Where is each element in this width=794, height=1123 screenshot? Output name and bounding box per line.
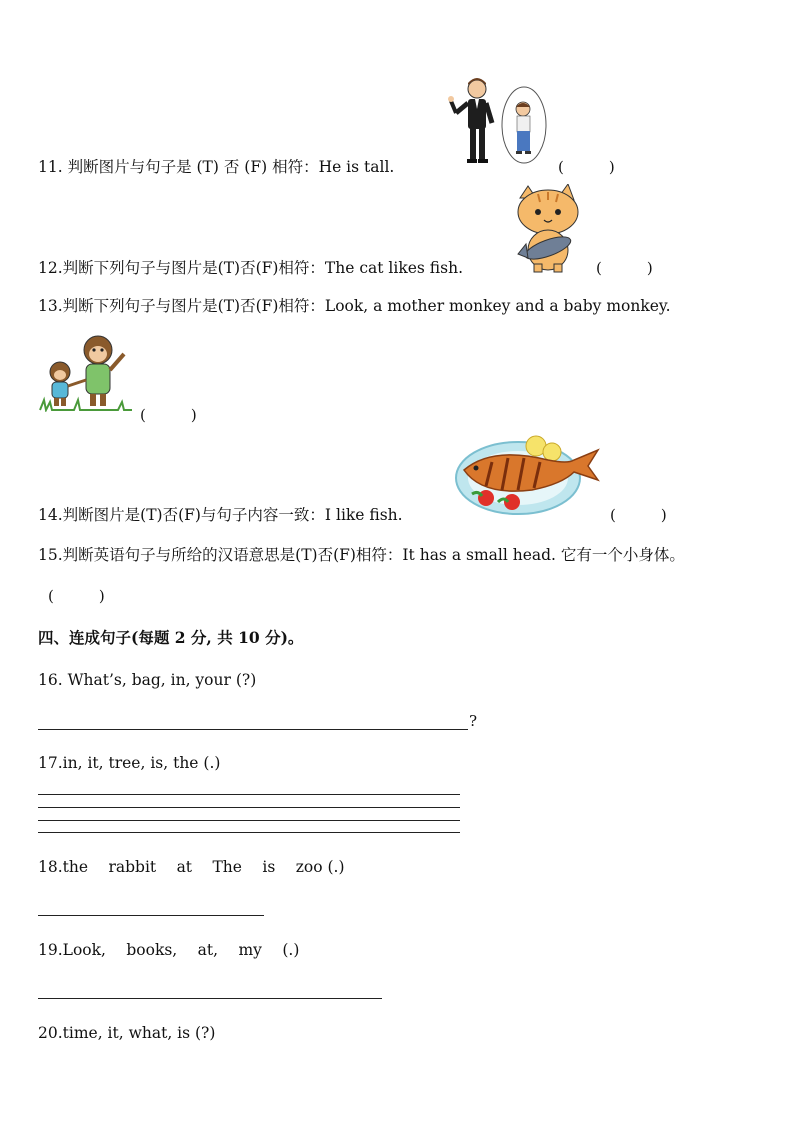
question-20 (38, 1023, 215, 1043)
question-14 (38, 505, 403, 525)
answer-paren-14[interactable]: ( ) (610, 506, 667, 524)
question-18 (38, 857, 345, 877)
section-4-heading-text: 四、连成句子(每题 2 分, 共 10 分)。 (38, 628, 304, 647)
question-13-text: 13.判断下列句子与图片是(T)否(F)相符：Look, a mother monkey and a baby monkey. (38, 297, 671, 315)
question-14-text: 14.判断图片是(T)否(F)与句子内容一致：I like fish. (38, 506, 403, 524)
answer-line-17b[interactable] (38, 807, 460, 808)
question-11-text: 11. 判断图片与句子是 (T) 否 (F) 相符：He is tall. (38, 158, 395, 176)
question-12-text: 12.判断下列句子与图片是(T)否(F)相符：The cat likes fish. (38, 259, 463, 277)
fried-fish-plate-image (452, 432, 600, 522)
question-19-text: 19.Look, books, at, my (.) (38, 941, 300, 959)
question-13 (38, 296, 671, 316)
answer-line-17c[interactable] (38, 820, 460, 821)
question-16 (38, 670, 256, 690)
question-19 (38, 940, 299, 960)
question-12 (38, 258, 463, 278)
cat-holding-fish-image (514, 184, 586, 274)
question-18-text: 18.the rabbit at The is zoo (.) (38, 858, 345, 876)
answer-line-17d[interactable] (38, 832, 460, 833)
question-15 (38, 545, 685, 565)
answer-paren-13[interactable]: ( ) (140, 406, 197, 424)
answer-line-18[interactable] (38, 915, 264, 916)
answer-line-16-end-mark: ? (469, 712, 478, 730)
answer-paren-15[interactable]: ( ) (48, 587, 105, 605)
section-4-heading (38, 628, 303, 648)
question-17 (38, 753, 220, 773)
question-15-text: 15.判断英语句子与所给的汉语意思是(T)否(F)相符：It has a small head. 它有一个小身体。 (38, 546, 685, 564)
question-17-text: 17.in, it, tree, is, the (.) (38, 754, 221, 772)
answer-paren-12[interactable]: ( ) (596, 259, 653, 277)
mother-and-baby-monkey-image (38, 330, 134, 412)
answer-line-17a[interactable] (38, 794, 460, 795)
tall-man-and-boy-image (444, 75, 548, 167)
answer-paren-11[interactable]: ( ) (558, 158, 615, 176)
question-20-text: 20.time, it, what, is (?) (38, 1024, 216, 1042)
answer-line-19[interactable] (38, 998, 382, 999)
question-11 (38, 157, 394, 177)
question-16-text: 16. What’s, bag, in, your (?) (38, 671, 257, 689)
answer-line-16[interactable] (38, 729, 468, 730)
